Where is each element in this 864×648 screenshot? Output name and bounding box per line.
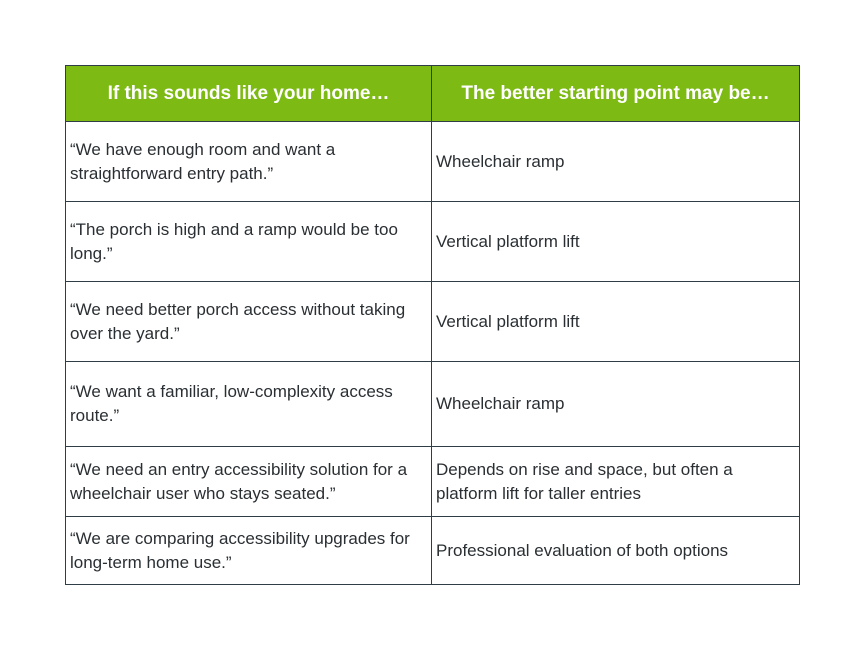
- table-body: [66, 122, 800, 585]
- table-row: [66, 517, 800, 585]
- situation-cell: “We are comparing accessibility upgrades for long-term home use.”: [66, 517, 432, 585]
- header-recommendation: The better starting point may be…: [432, 66, 800, 122]
- recommendation-cell: Vertical platform lift: [432, 202, 800, 282]
- situation-cell: “We want a familiar, low-complexity access route.”: [66, 362, 432, 447]
- recommendation-cell: Wheelchair ramp: [432, 122, 800, 202]
- situation-cell: “We need an entry accessibility solution for a wheelchair user who stays seated.”: [66, 447, 432, 517]
- recommendation-cell: Depends on rise and space, but often a platform lift for taller entries: [432, 447, 800, 517]
- header-situation: If this sounds like your home…: [66, 66, 432, 122]
- situation-cell: “We need better porch access without taking over the yard.”: [66, 282, 432, 362]
- table-row: [66, 362, 800, 447]
- recommendation-cell: Professional evaluation of both options: [432, 517, 800, 585]
- recommendation-cell: Wheelchair ramp: [432, 362, 800, 447]
- situation-cell: “We have enough room and want a straightforward entry path.”: [66, 122, 432, 202]
- table-row: [66, 282, 800, 362]
- recommendation-cell: Vertical platform lift: [432, 282, 800, 362]
- table-header: [66, 66, 800, 122]
- table-row: [66, 447, 800, 517]
- situation-cell: “The porch is high and a ramp would be too long.”: [66, 202, 432, 282]
- table-row: [66, 202, 800, 282]
- header-row: [66, 66, 800, 122]
- comparison-table: [65, 65, 800, 585]
- table-row: [66, 122, 800, 202]
